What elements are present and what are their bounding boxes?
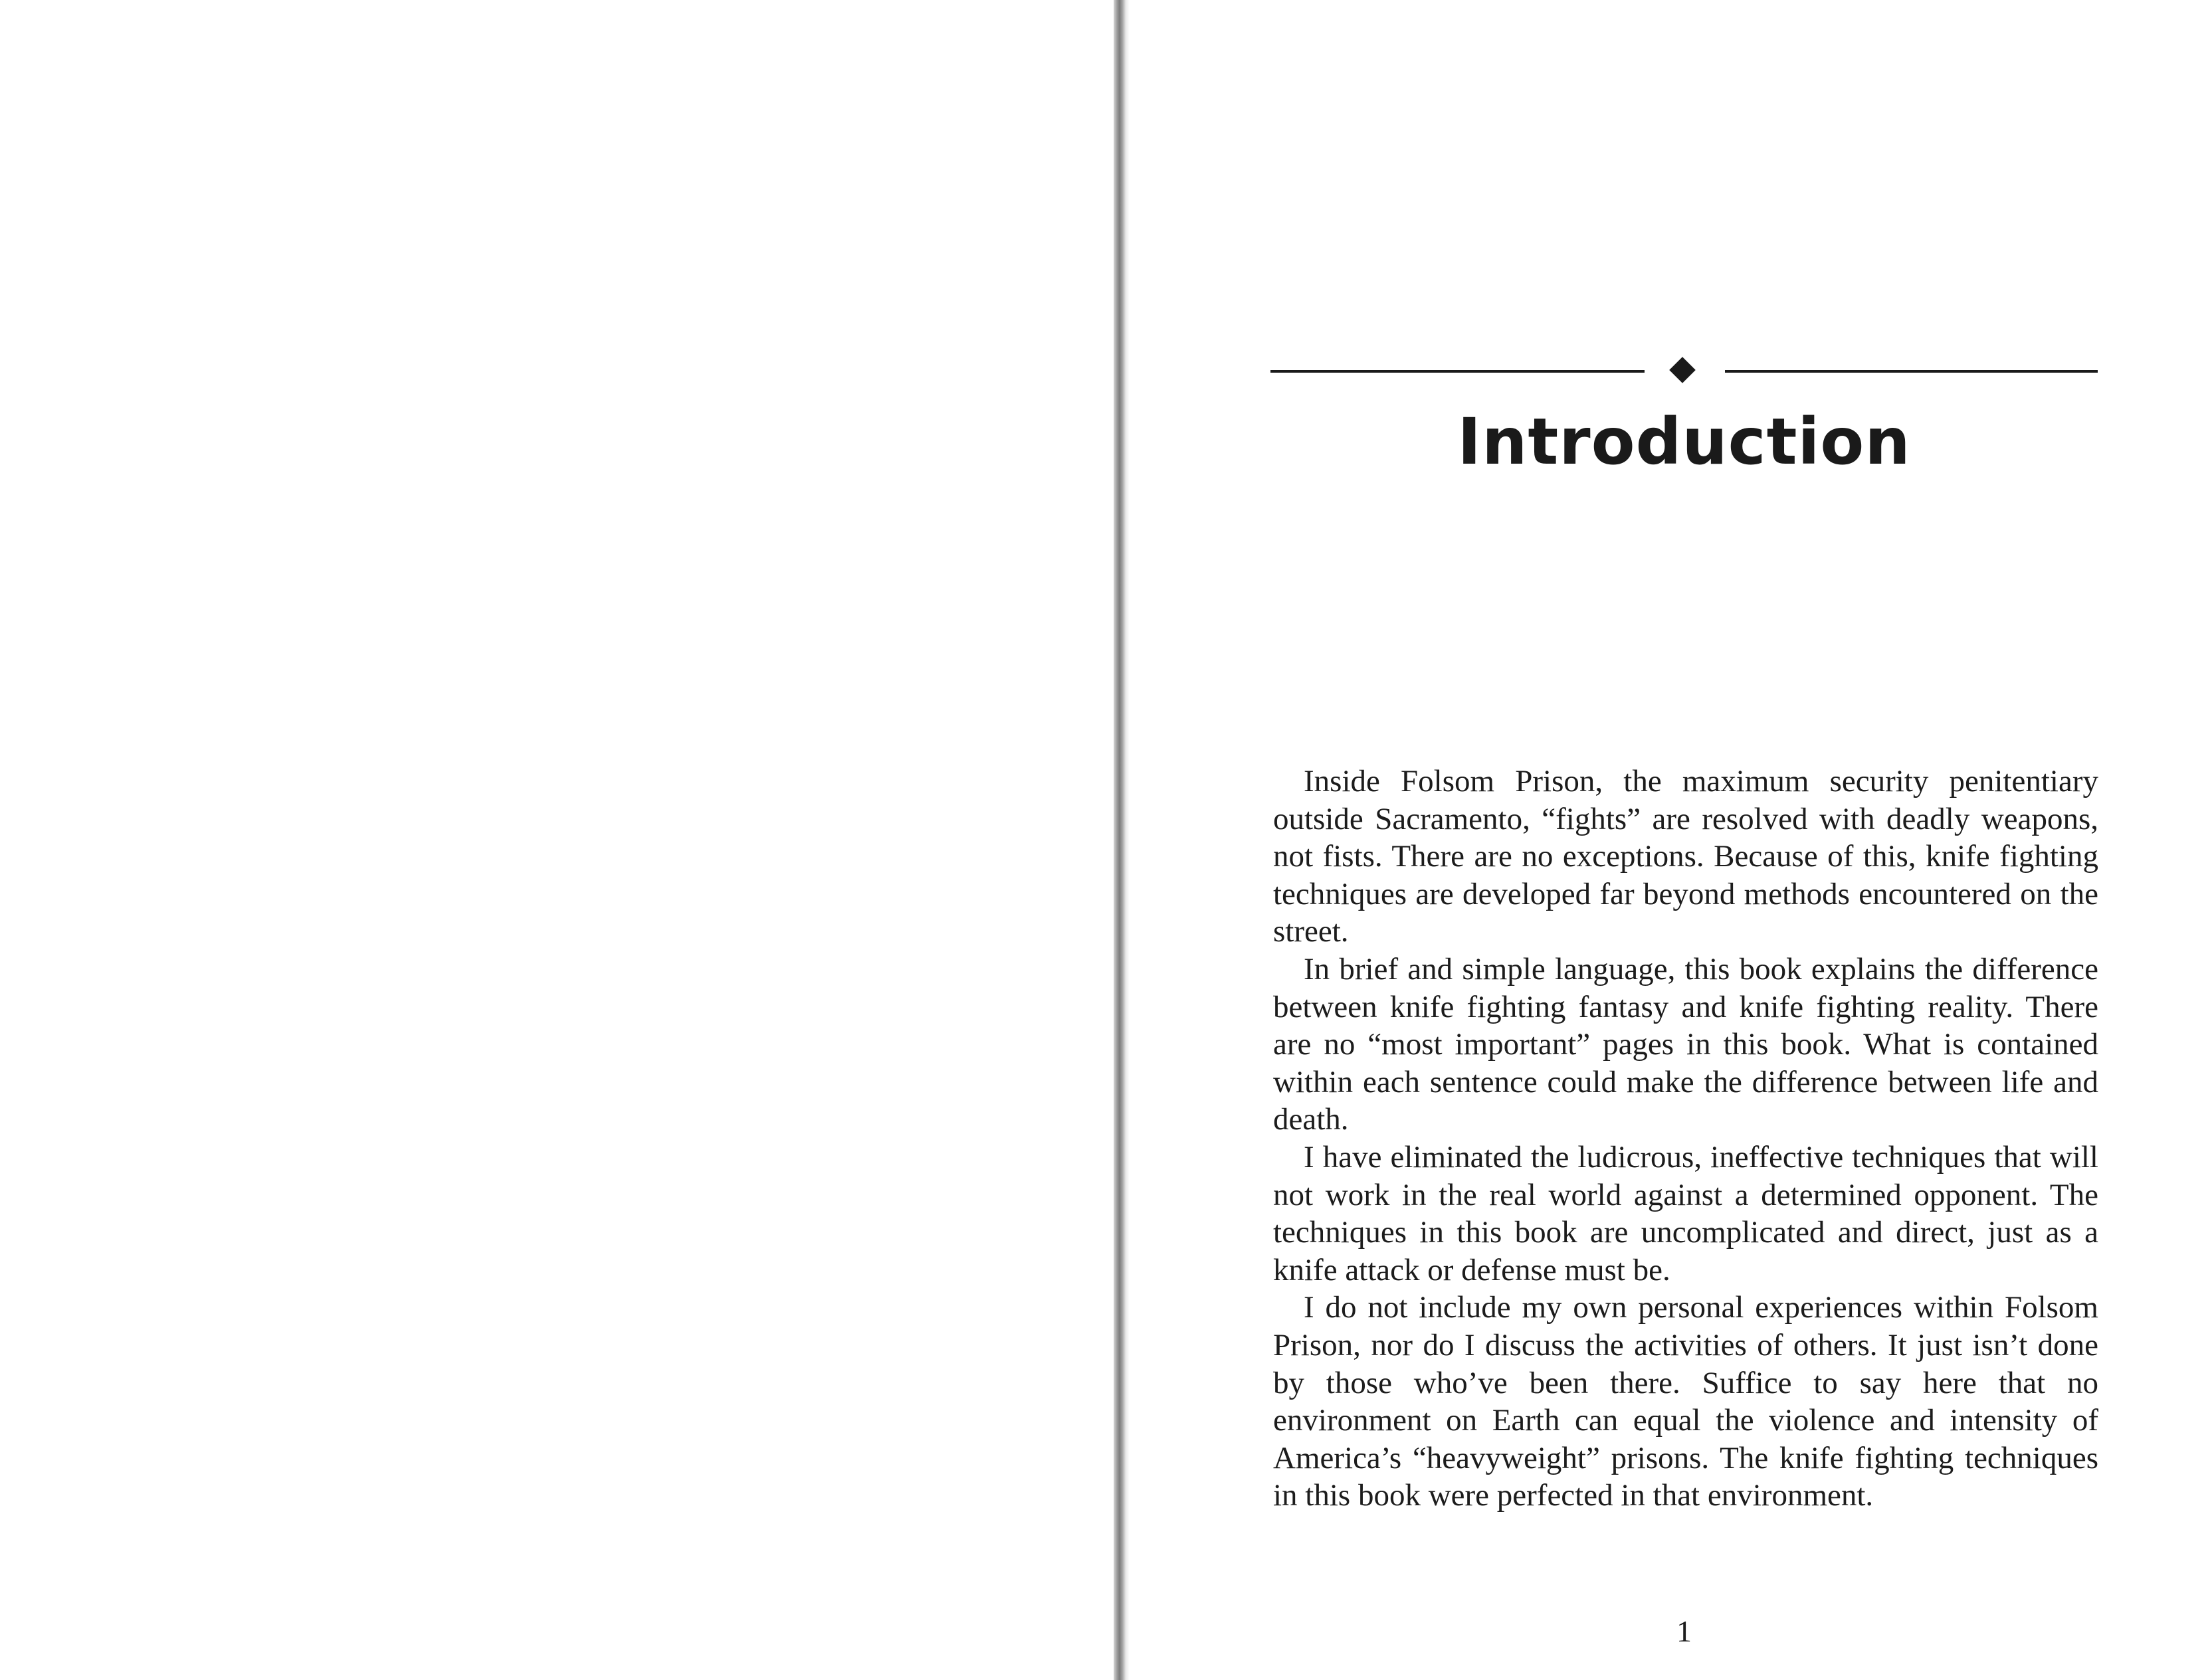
- paragraph: I do not include my own personal experiences within Folsom Prison, nor do I discuss the activities of others. It just isn’t done by those who’ve been there. Suffice to say here that no environment on Earth can equal the violence and intensity of America’s “heavyweight” prisons. The knife fighting techniques in this book were perfected in that environment.: [1273, 1290, 2098, 1513]
- ornament-rule-right: [1725, 370, 2098, 373]
- page-number: 1: [1676, 1614, 1692, 1648]
- paragraph: I have eliminated the ludicrous, ineffective techniques that will not work in the real world against a determined opponent. The techniques in this book are uncomplicated and direct, just as a knife attack or defense must be.: [1273, 1139, 2098, 1287]
- diamond-icon: [1669, 357, 1696, 383]
- paragraph: Inside Folsom Prison, the maximum security penitentiary outside Sacramento, “fights” are resolved with deadly weapons, not fists. There are no exceptions. Because of this, knife fighting techniques are developed far beyond methods encountered on the street.: [1273, 764, 2098, 949]
- chapter-ornament: [1270, 357, 2098, 384]
- book-spine: [1114, 0, 1126, 1680]
- ornament-rule-left: [1270, 370, 1645, 373]
- chapter-title: Introduction: [1457, 405, 1911, 479]
- paragraph: In brief and simple language, this book explains the difference between knife fighting fantasy and knife fighting reality. There are no “most important” pages in this book. What is contained within each sentence could make the difference between life and death.: [1273, 951, 2098, 1137]
- body-text: [1273, 763, 2098, 1515]
